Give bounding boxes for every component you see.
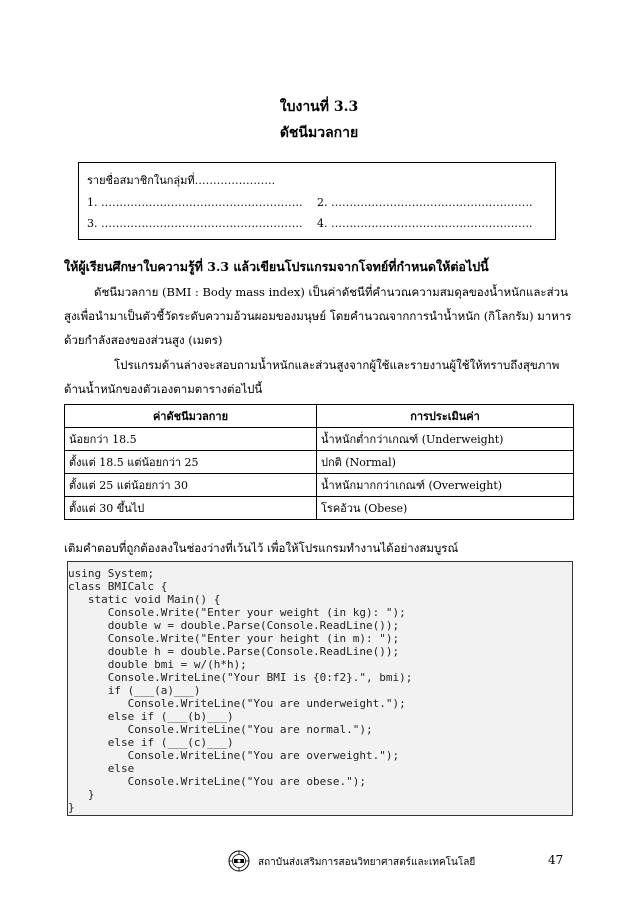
program-description-paragraph: โปรแกรมด้านล่างจะสอบถามน้ำหนักและส่วนสูงจากผู้ใช้และรายงานผู้ใช้ให้ทราบถึงสุขภาพด้านน้ำหนักของตัวเองตามตารางต่อไปนี้ <box>64 358 560 396</box>
worksheet-subtitle: ดัชนีมวลกาย <box>279 125 359 141</box>
code-line: Console.WriteLine("You are normal."); <box>68 723 373 736</box>
worksheet-title: ใบงานที่ 3.3 <box>279 99 359 115</box>
code-line: Console.WriteLine("You are overweight."); <box>68 749 400 762</box>
table-row <box>65 474 574 497</box>
code-line: double h = double.Parse(Console.ReadLine()); <box>68 645 400 658</box>
member-4-line: 4. ………………………………………………. <box>317 217 533 230</box>
code-line: else <box>68 762 135 775</box>
code-line: using System; <box>68 567 155 580</box>
table-cell-range: ตั้งแต่ 30 ขึ้นไป <box>65 497 317 520</box>
page-number: 47 <box>548 853 564 867</box>
table-cell-assessment: น้ำหนักมากกว่าเกณฑ์ (Overweight) <box>317 474 574 497</box>
code-line: static void Main() { <box>68 593 221 606</box>
fill-in-instruction: เติมคำตอบที่ถูกต้องลงในช่องว่างที่เว้นไว้ เพื่อให้โปรแกรมทำงานได้อย่างสมบูรณ์ <box>64 541 459 555</box>
table-row <box>65 428 574 451</box>
table-header-bmi: ค่าดัชนีมวลกาย <box>65 405 317 428</box>
bmi-definition-paragraph: ดัชนีมวลกาย (BMI : Body mass index) เป็นค่าดัชนีที่คำนวณความสมดุลของน้ำหนักและส่วนสูงเพื่อนำมาเป็นตัวชี้วัดระดับความอ้วนผอมของมนุษย์ โดยคำนวณจากการนำน้ำหนัก (กิโลกรัม) มาหารด้วยกำลังสองของส่วนสูง (เมตร) <box>64 285 572 347</box>
table-cell-assessment: น้ำหนักต่ำกว่าเกณฑ์ (Underweight) <box>317 428 574 451</box>
table-row <box>65 451 574 474</box>
code-line: double bmi = w/(h*h); <box>68 658 247 671</box>
member-3-line: 3. ………………………………………………. <box>87 217 303 230</box>
code-line: class BMICalc { <box>68 580 168 593</box>
code-blank-b-line: else if (___(b)___) <box>68 710 234 723</box>
table-cell-range: ตั้งแต่ 18.5 แต่น้อยกว่า 25 <box>65 451 317 474</box>
code-line: } <box>68 801 75 814</box>
code-line: } <box>68 788 95 801</box>
code-blank-a-line: if (___(a)___) <box>68 684 201 697</box>
table-header-row <box>65 405 574 428</box>
member-1-line: 1. ………………………………………………. <box>87 196 303 209</box>
table-cell-assessment: โรคอ้วน (Obese) <box>317 497 574 520</box>
code-blank-c-line: else if (___(c)___) <box>68 736 234 749</box>
member-2-line: 2. ………………………………………………. <box>317 196 533 209</box>
table-cell-assessment: ปกติ (Normal) <box>317 451 574 474</box>
code-line: Console.Write("Enter your height (in m): "); <box>68 632 400 645</box>
instruction-heading: ให้ผู้เรียนศึกษาใบความรู้ที่ 3.3 แล้วเขียนโปรแกรมจากโจทย์ที่กำหนดให้ต่อไปนี้ <box>64 259 489 274</box>
code-line: Console.WriteLine("You are obese."); <box>68 775 367 788</box>
group-number-line: รายชื่อสมาชิกในกลุ่มที่…………………. <box>87 174 276 187</box>
code-line: Console.WriteLine("You are underweight."); <box>68 697 406 710</box>
code-line: double w = double.Parse(Console.ReadLine()); <box>68 619 400 632</box>
ipst-logo-icon <box>228 850 250 872</box>
code-block <box>67 561 573 816</box>
code-line: Console.Write("Enter your weight (in kg): "); <box>68 606 406 619</box>
table-header-assessment: การประเมินค่า <box>317 405 574 428</box>
footer-institute: สถาบันส่งเสริมการสอนวิทยาศาสตร์และเทคโนโลยี <box>258 857 476 868</box>
code-line: Console.WriteLine("Your BMI is {0:f2}.", bmi); <box>68 671 413 684</box>
table-cell-range: น้อยกว่า 18.5 <box>65 428 317 451</box>
table-cell-range: ตั้งแต่ 25 แต่น้อยกว่า 30 <box>65 474 317 497</box>
group-members-box <box>78 162 556 240</box>
bmi-table <box>64 404 574 520</box>
table-row <box>65 497 574 520</box>
